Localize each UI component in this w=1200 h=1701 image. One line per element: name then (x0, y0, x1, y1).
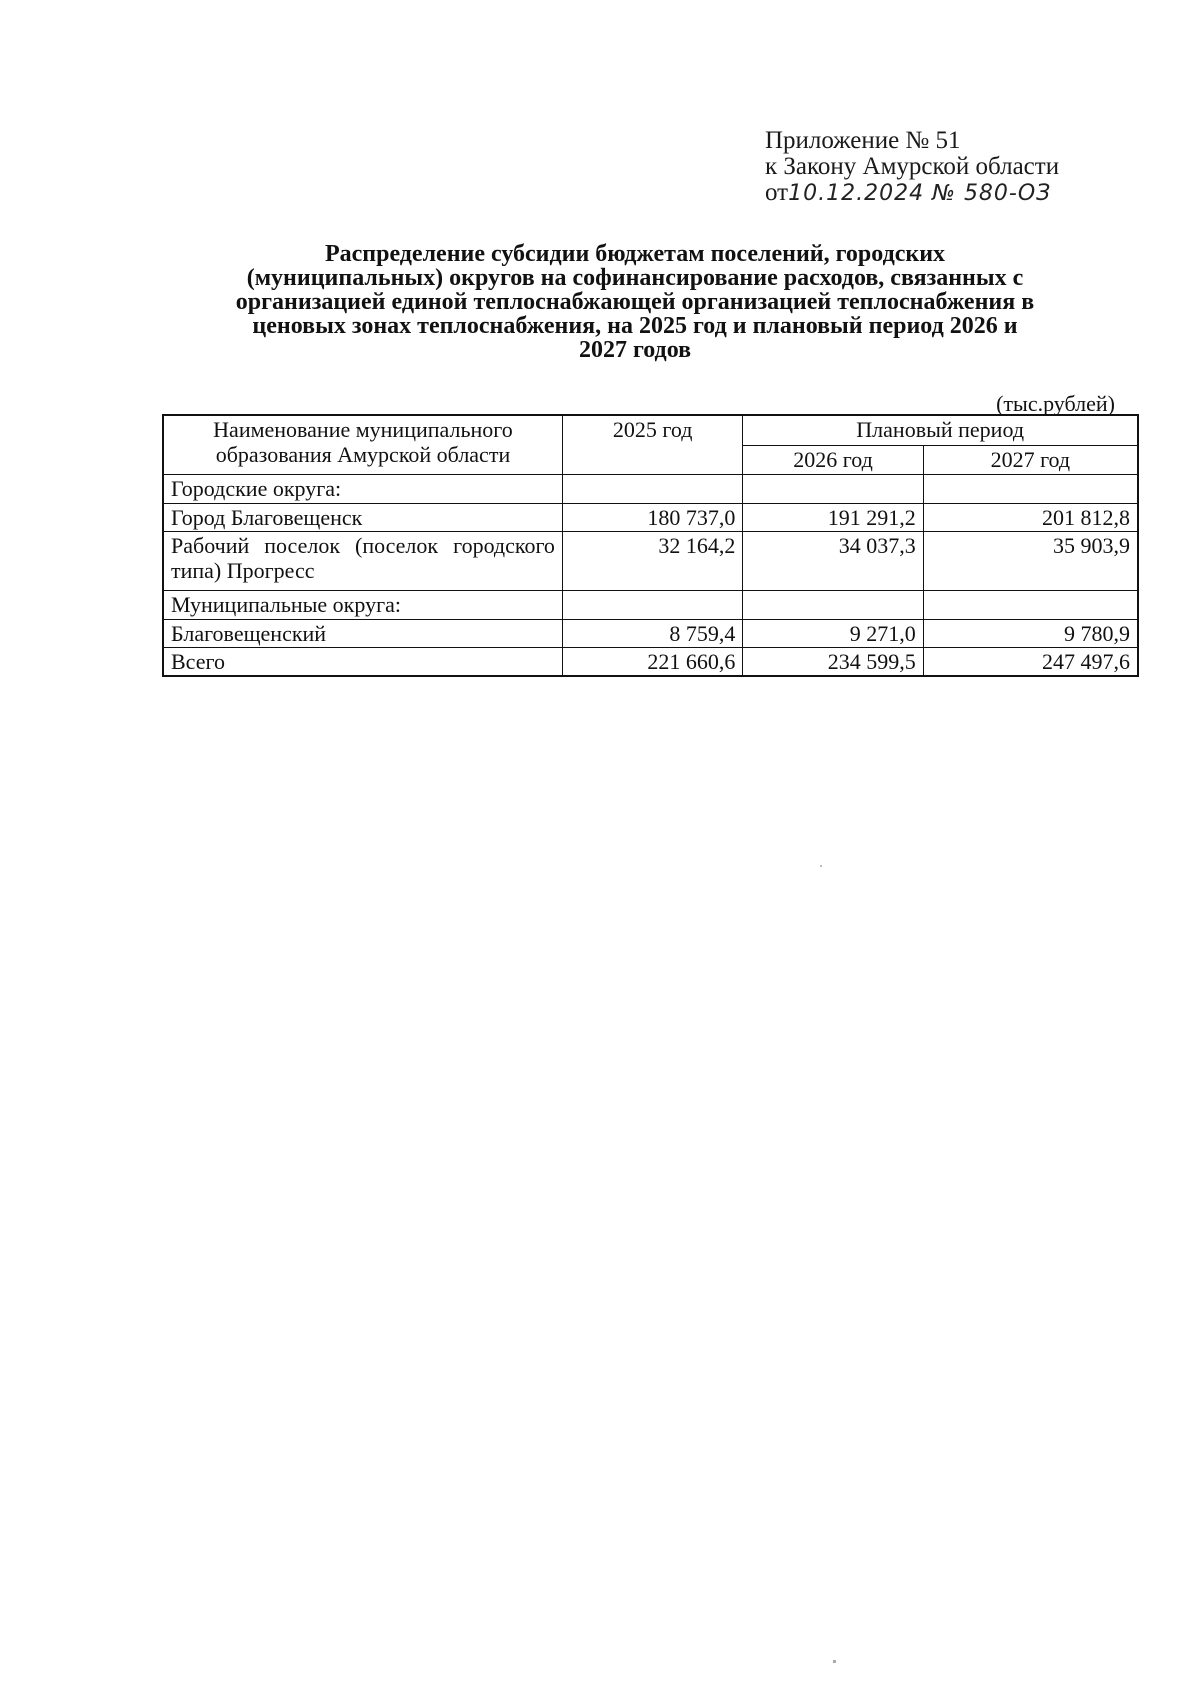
total-2025: 221 660,6 (562, 648, 742, 677)
row-2025: 32 164,2 (562, 532, 742, 591)
title-line: организацией единой теплоснабжающей организацией теплоснабжения в (235, 289, 1035, 315)
row-2025: 180 737,0 (562, 504, 742, 532)
table-row (163, 504, 1138, 532)
section-label: Муниципальные округа: (163, 591, 562, 620)
row-2026: 34 037,3 (743, 532, 923, 591)
row-2026: 9 271,0 (743, 620, 923, 648)
row-2026: 191 291,2 (743, 504, 923, 532)
header-2026: 2026 год (743, 445, 923, 475)
section-row-municipal (163, 591, 1138, 620)
table-header-row (163, 415, 1138, 445)
appendix-date-prefix: от (765, 179, 789, 206)
section-label: Городские округа: (163, 475, 562, 504)
row-2025: 8 759,4 (562, 620, 742, 648)
row-2027: 201 812,8 (923, 504, 1138, 532)
row-2027: 9 780,9 (923, 620, 1138, 648)
row-name: Город Благовещенск (163, 504, 562, 532)
scan-speck (833, 1660, 836, 1663)
appendix-block (765, 128, 1165, 207)
total-label: Всего (163, 648, 562, 677)
scan-speck (820, 865, 822, 867)
row-name: Благовещенский (163, 620, 562, 648)
title-line: Распределение субсидии бюджетам поселений, городских (324, 241, 946, 267)
table-row (163, 620, 1138, 648)
appendix-date-line (765, 180, 1165, 207)
handwritten-date-number: 10.12.2024 № 580-ОЗ (788, 181, 1052, 206)
appendix-law-reference: к Закону Амурской области (765, 153, 1060, 180)
total-row (163, 648, 1138, 677)
row-2027: 35 903,9 (923, 532, 1138, 591)
header-2027: 2027 год (923, 445, 1138, 475)
header-municipality: Наименование муниципального образования Амурской области (163, 415, 562, 475)
title-line: 2027 годов (578, 337, 692, 363)
title-line: ценовых зонах теплоснабжения, на 2025 год и плановый период 2026 и (252, 313, 1018, 339)
header-2025: 2025 год (562, 415, 742, 475)
section-row-urban (163, 475, 1138, 504)
total-2027: 247 497,6 (923, 648, 1138, 677)
title-line: (муниципальных) округов на софинансирование расходов, связанных с (246, 265, 1024, 291)
units-label: (тыс.рублей) (996, 391, 1115, 416)
appendix-number: Приложение № 51 (765, 127, 961, 154)
table-row (163, 532, 1138, 591)
total-2026: 234 599,5 (743, 648, 923, 677)
subsidy-table (162, 414, 1139, 677)
header-planned-period: Плановый период (743, 415, 1138, 445)
document-title (150, 242, 1120, 362)
row-name: Рабочий поселок (поселок городского типа) Прогресс (163, 532, 562, 591)
